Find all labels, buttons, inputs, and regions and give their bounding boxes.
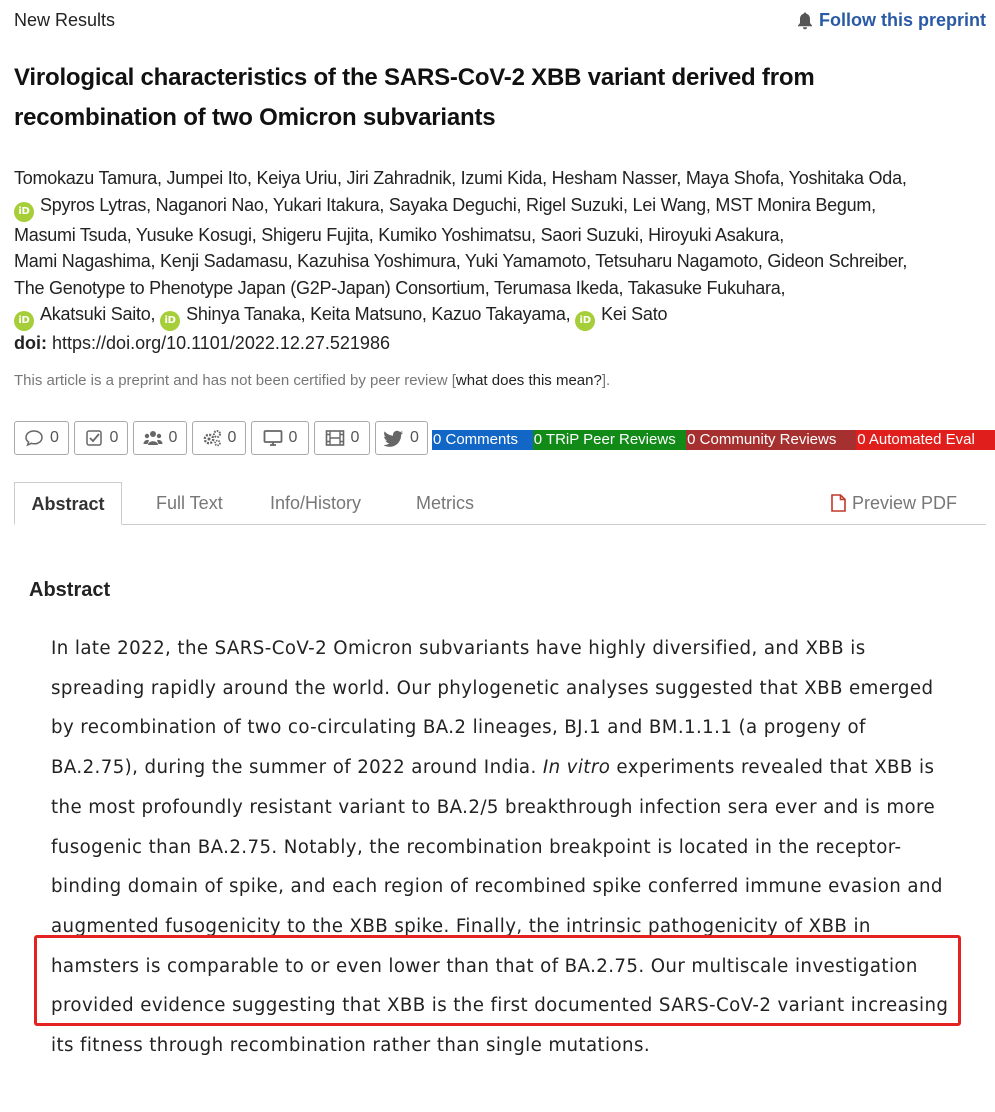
doi-link[interactable]: https://doi.org/10.1101/2022.12.27.521986 — [52, 333, 390, 353]
gears-icon — [202, 429, 222, 447]
trip-reviews-badge[interactable]: 0 TRiP Peer Reviews — [533, 430, 686, 450]
author-line-text: Spyros Lytras, Naganori Nao, Yukari Itakura, Sayaka Deguchi, Rigel Suzuki, Lei Wang, MST Monira Begum, — [40, 194, 876, 215]
tab-metrics[interactable]: Metrics — [416, 493, 474, 513]
users-metric-button[interactable] — [133, 421, 187, 455]
metric-count: 0 — [109, 429, 119, 446]
author-line-text: Akatsuki Saito, — [40, 304, 161, 325]
metric-count: 0 — [288, 429, 298, 446]
author-line-text: Kei Sato — [601, 304, 668, 325]
preprint-disclaimer — [14, 372, 610, 389]
pdf-file-icon — [831, 494, 846, 512]
users-icon — [143, 429, 163, 447]
metric-count: 0 — [227, 429, 237, 446]
tab-info-history[interactable]: Info/History — [270, 493, 362, 513]
preview-pdf-label: Preview PDF — [852, 493, 958, 513]
follow-label: Follow this preprint — [819, 10, 986, 30]
metric-count: 0 — [410, 429, 419, 446]
author-line — [14, 301, 979, 331]
author-line: The Genotype to Phenotype Japan (G2P-Japan) Consortium, Terumasa Ikeda, Takasuke Fukuhara, — [14, 277, 786, 298]
disclaimer-close: ]. — [601, 372, 611, 389]
author-line: Masumi Tsuda, Yusuke Kosugi, Shigeru Fujita, Kumiko Yoshimatsu, Saori Suzuki, Hiroyuki Asakura, — [14, 224, 784, 245]
abstract-body — [51, 629, 956, 1066]
metric-count: 0 — [168, 429, 178, 446]
bell-icon — [797, 12, 813, 30]
metric-count: 0 — [350, 429, 360, 446]
abstract-italic-term: In vitro — [542, 757, 611, 779]
monitor-metric-button[interactable] — [251, 421, 309, 455]
author-line: Mami Nagashima, Kenji Sadamasu, Kazuhisa Yoshimura, Yuki Yamamoto, Tetsuharu Nagamoto, Gideon Schreiber, — [14, 251, 908, 272]
metrics-bar — [14, 421, 433, 457]
monitor-icon — [263, 429, 283, 447]
comment-icon — [24, 429, 44, 447]
comments-badge[interactable]: 0 Comments — [432, 430, 533, 450]
author-line — [14, 192, 979, 222]
review-badges — [432, 430, 995, 450]
top-row — [14, 8, 986, 34]
orcid-icon[interactable]: iD — [160, 311, 180, 331]
orcid-icon[interactable]: iD — [14, 311, 34, 331]
community-reviews-badge[interactable]: 0 Community Reviews — [686, 430, 856, 450]
doi-row — [14, 333, 390, 354]
status-label: New Results — [14, 10, 116, 30]
doi-label: doi: — [14, 333, 47, 353]
abstract-text-part: In late 2022, the SARS-CoV-2 Omicron subvariants have highly diversified, and XBB is spreading rapidly around the world. Our phylogenetic analyses suggested that XBB emerged by recombination of two co-circulating BA.2 lineages, BJ.1 and BM.1.1.1 (a progeny of BA.2.75), during the summer of 2022 around India. — [51, 638, 934, 779]
checkbox-metric-button[interactable] — [74, 421, 128, 455]
gears-metric-button[interactable] — [192, 421, 246, 455]
article-title: Virological characteristics of the SARS-CoV-2 XBB variant derived from recombination of two Omicron subvariants — [14, 64, 815, 131]
film-metric-button[interactable] — [314, 421, 370, 455]
article-tabs — [14, 482, 986, 525]
comments-metric-button[interactable] — [14, 421, 69, 455]
film-icon — [325, 429, 345, 447]
metric-count: 0 — [50, 429, 59, 446]
disclaimer-text: This article is a preprint and has not been certified by peer review [ — [14, 372, 456, 389]
abstract-heading: Abstract — [29, 579, 111, 601]
what-does-this-mean-link[interactable]: what does this mean? — [455, 372, 602, 389]
orcid-icon[interactable]: iD — [14, 202, 34, 222]
author-line-text: Shinya Tanaka, Keita Matsuno, Kazuo Takayama, — [186, 304, 576, 325]
author-list — [14, 165, 979, 331]
automated-eval-badge[interactable]: 0 Automated Eval — [856, 430, 995, 450]
preview-pdf-link[interactable] — [831, 482, 957, 524]
twitter-metric-button[interactable] — [375, 421, 428, 455]
twitter-icon — [384, 429, 404, 447]
tab-abstract[interactable]: Abstract — [14, 482, 122, 525]
follow-preprint-link[interactable] — [797, 10, 986, 31]
orcid-icon[interactable]: iD — [575, 311, 595, 331]
abstract-text-part: experiments revealed that XBB is the most profoundly resistant variant to BA.2/5 breakthrough infection sera ever and is more fusogenic than BA.2.75. Notably, the recombination breakpoint is located in the receptor-binding domain of spike, and each region of recombined spike conferred immune evasion and augmented fusogenicity to the XBB spike. Finally, the intrinsic pathogenicity of XBB in hamsters is comparable to or even lower than that of BA.2.75. Our multiscale investigation provided evidence suggesting that XBB is the first documented SARS-CoV-2 variant increasing its fitness through recombination rather than single mutations. — [51, 757, 949, 1057]
author-line: Tomokazu Tamura, Jumpei Ito, Keiya Uriu, Jiri Zahradnik, Izumi Kida, Hesham Nasser, Maya Shofa, Yoshitaka Oda, — [14, 168, 907, 188]
checkbox-icon — [84, 429, 104, 447]
tab-full-text[interactable]: Full Text — [156, 493, 223, 513]
